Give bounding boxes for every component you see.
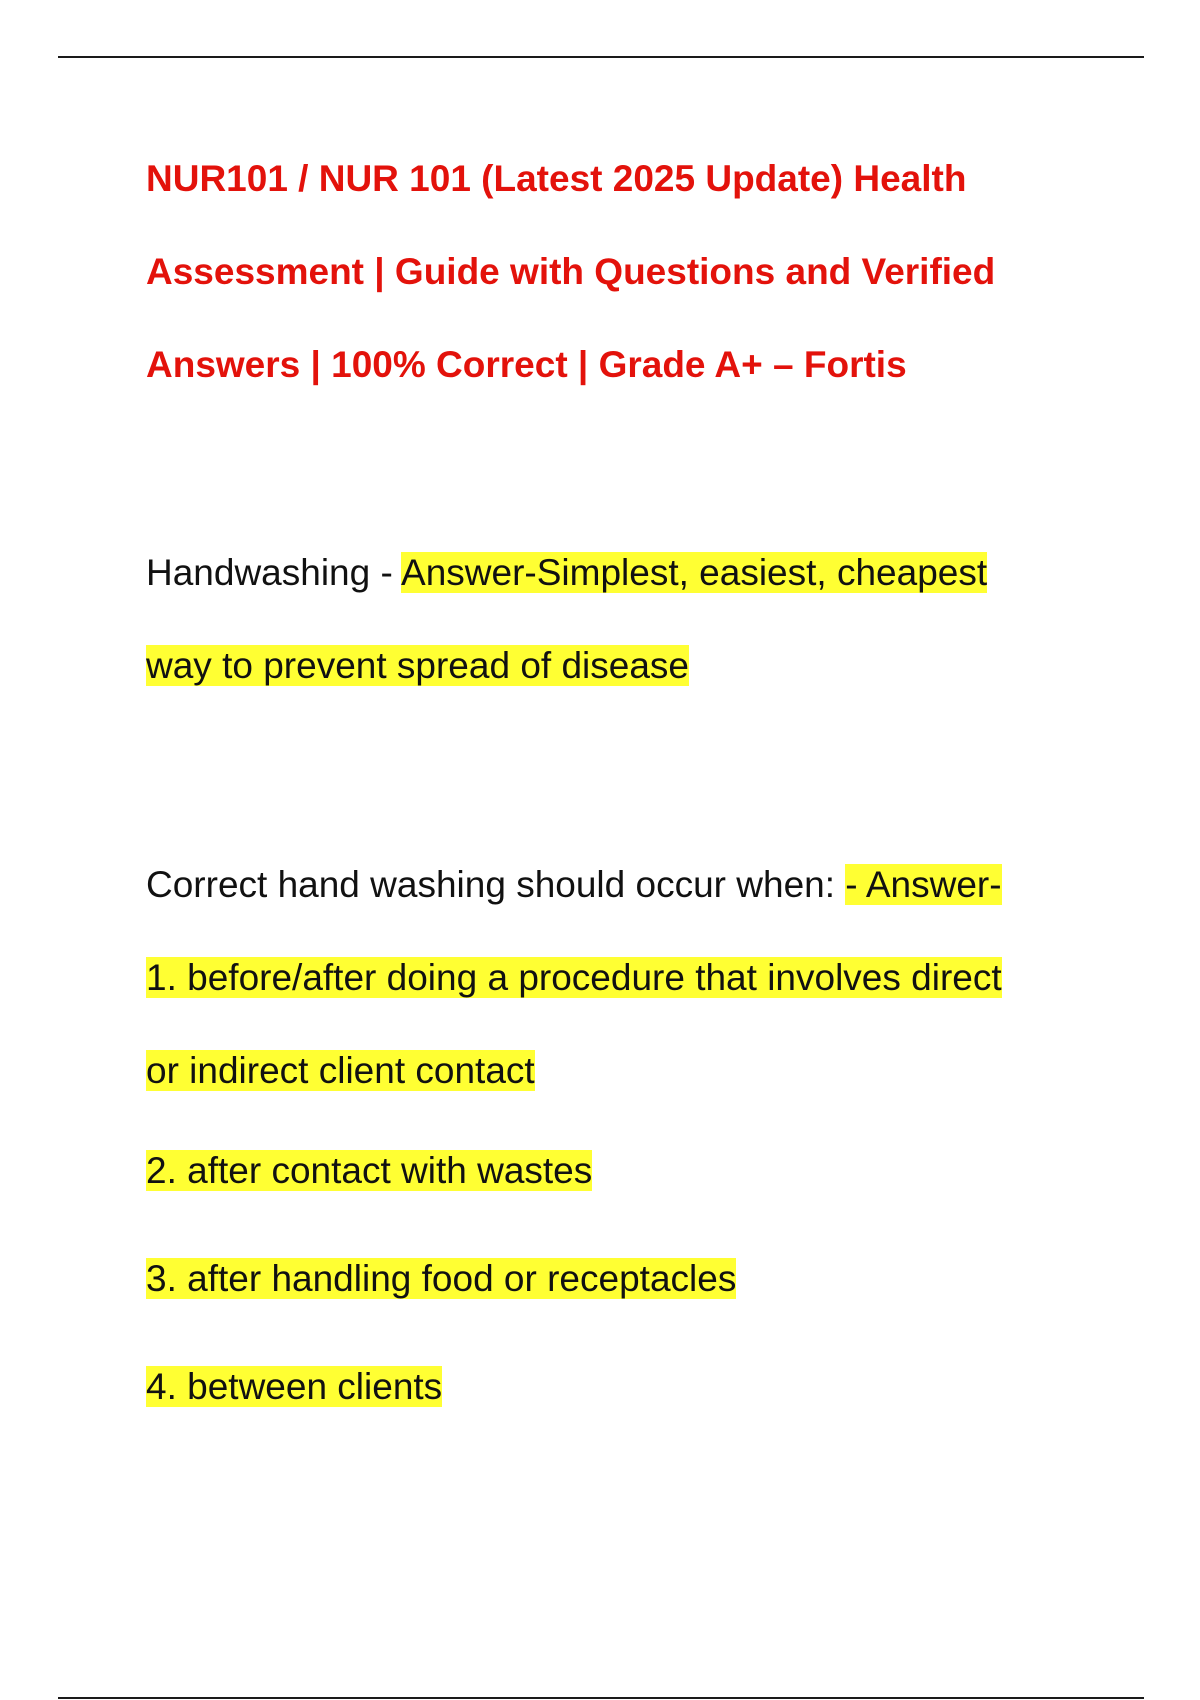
answer-highlight: Answer-Simplest, easiest, cheapest [401, 552, 988, 593]
answer-highlight: 2. after contact with wastes [146, 1150, 593, 1191]
bottom-rule [58, 1697, 1144, 1699]
answer-highlight: or indirect client contact [146, 1050, 535, 1091]
qa-line [146, 1225, 1106, 1333]
qa-line [146, 526, 1106, 619]
answer-highlight: 1. before/after doing a procedure that involves direct [146, 957, 1002, 998]
title-line-3: Answers | 100% Correct | Grade A+ – Fortis [146, 344, 907, 385]
answer-highlight: - Answer- [845, 864, 1002, 905]
answer-highlight: 3. after handling food or receptacles [146, 1258, 737, 1299]
document-title [146, 132, 1086, 411]
answer-highlight: 4. between clients [146, 1366, 443, 1407]
title-line-2: Assessment | Guide with Questions and Verified [146, 251, 996, 292]
question-text: Correct hand washing should occur when: [146, 864, 846, 905]
qa-line [146, 1333, 1106, 1441]
top-rule [58, 56, 1144, 58]
answer-highlight: way to prevent spread of disease [146, 645, 689, 686]
qa-line [146, 838, 1106, 931]
title-line-1: NUR101 / NUR 101 (Latest 2025 Update) Health [146, 158, 967, 199]
qa-line [146, 619, 1106, 712]
qa-line [146, 931, 1106, 1024]
qa-line [146, 1117, 1106, 1225]
qa-entry-handwashing [146, 526, 1106, 712]
qa-line [146, 1024, 1106, 1117]
question-text: Handwashing - [146, 552, 402, 593]
qa-entry-hand-washing-when [146, 838, 1106, 1441]
